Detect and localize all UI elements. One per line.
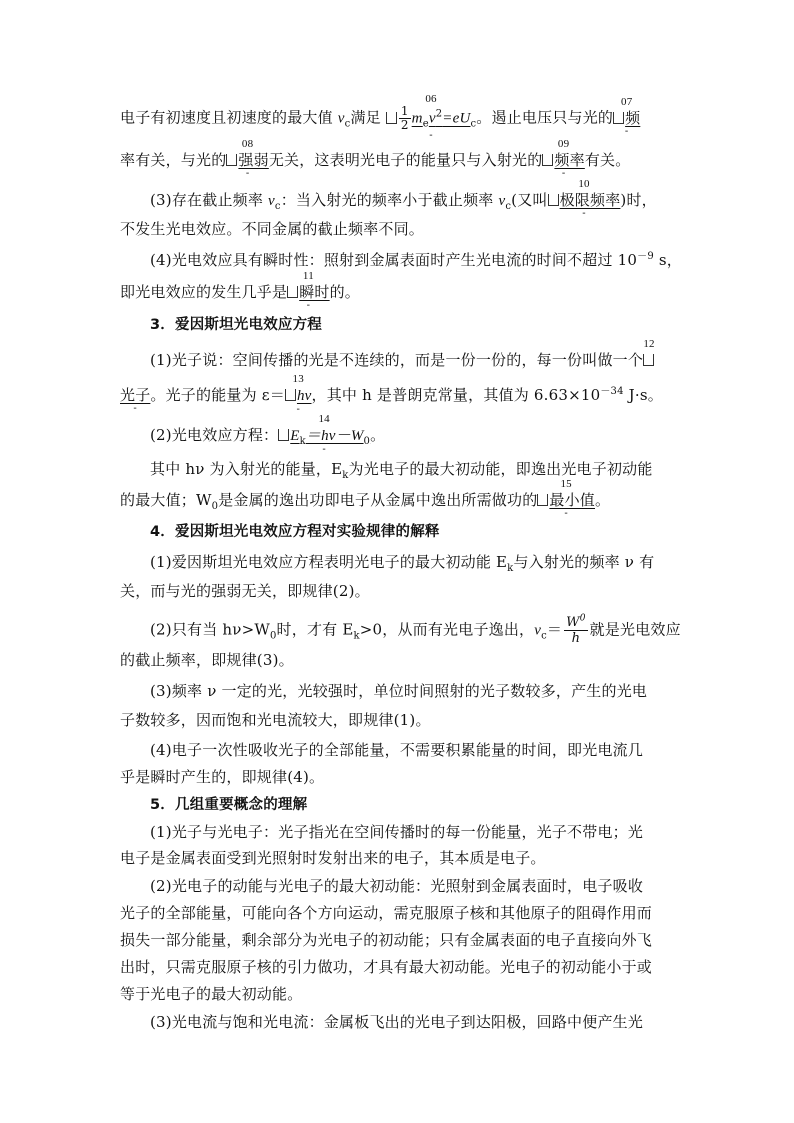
- blank-10: 10 极限频率 -: [548, 190, 621, 210]
- line-5: (4)光电效应具有瞬时性：照射到金属表面时产生光电流的时间不超过 $10^{-9}$ s，: [150, 251, 682, 269]
- heading-4: 4．爱因斯坦光电效应方程对实验规律的解释: [150, 524, 440, 540]
- line-25: 出时，只需克服原子核的引力做功，才具有最大初动能。光电子的初动能小于或: [120, 958, 653, 976]
- answer-mark-icon: [643, 354, 654, 366]
- line-10: 其中 hν 为入射光的能量，$E_k$为光电子的最大初动能，即逸出光电子初动能: [150, 460, 653, 481]
- fraction-half: $\frac{1}{2}$: [400, 104, 409, 132]
- fraction-w0-over-h: $\frac{W^0}{h}$: [566, 613, 586, 646]
- line-8: 光子 - 。光子的能量为 ε＝ 13 hν - ，其中 h 是普朗克常量，其值为 $6.63\times 10^{-34}$ J·s。: [120, 373, 663, 415]
- line-11: 的最大值；$W_0$是金属的逸出功即电子从金属中逸出所需做功的 15 最小值 - 。: [120, 478, 611, 519]
- blank-07: 07 频 -: [613, 108, 640, 128]
- blank-14: 14 $E_k=h\nu-W_0$ -: [278, 425, 370, 446]
- blank-11: 11 瞬时 -: [287, 282, 329, 302]
- line-26: 等于光电子的最大初动能。: [120, 985, 303, 1003]
- blank-08: 08 强弱 -: [226, 150, 268, 170]
- line-14: (2)只有当 $h\nu>W_0$时，才有 $E_k>0$，从而有光电子逸出，$\nu_c=$ $\frac{W^0}{h}$ 就是光电效应: [150, 613, 681, 646]
- line-16: (3)频率 ν 一定的光，光较强时，单位时间照射的光子数较多，产生的光电: [150, 682, 648, 700]
- line-3: (3)存在截止频率 $\nu_c$：当入射光的频率小于截止频率 $\nu_c$(又叫 10 极限频率 - )时，: [150, 178, 657, 219]
- blank-12-cont: 光子 -: [120, 386, 151, 414]
- answer-mark-icon: [386, 112, 397, 124]
- line-21: 电子是金属表面受到光照射时发射出来的电子，其本质是电子。: [120, 849, 546, 867]
- line-20: (1)光子与光电子：光子指光在空间传播时的每一份能量，光子不带电；光: [150, 823, 644, 841]
- line-13: 关，而与光的强弱无关，即规律(2)。: [120, 582, 370, 600]
- line-24: 损失一部分能量，剩余部分为光电子的初动能；只有金属表面的电子直接向外飞: [120, 931, 653, 949]
- line-27: (3)光电流与饱和光电流：金属板飞出的光电子到达阳极，回路中便产生光: [150, 1013, 644, 1031]
- blank-15: 15 最小值 -: [537, 490, 595, 510]
- line-9: (2)光电效应方程： 14 $E_k=h\nu-W_0$ - 。: [150, 413, 386, 455]
- line-17: 子数较多，因而饱和光电流较大，即规律(1)。: [120, 711, 431, 729]
- line-19: 乎是瞬时产生的，即规律(4)。: [120, 768, 325, 786]
- line-12: (1)爱因斯坦光电效应方程表明光电子的最大初动能 $E_k$与入射光的频率 ν 有: [150, 553, 655, 574]
- line-22: (2)光电子的动能与光电子的最大初动能：光照射到金属表面时，电子吸收: [150, 877, 644, 895]
- line-1: 电子有初速度且初速度的最大值 $v_c$满足 06 $\frac{1}{2}$ $m_ev^2=eU_c$ - 。遏止电压只与光的 07 频 -: [120, 93, 641, 141]
- line-4: 不发生光电效应。不同金属的截止频率不同。: [120, 220, 425, 238]
- line-23: 光子的全部能量，可能向各个方向运动，需克服原子核和其他原子的阻碍作用而: [120, 904, 653, 922]
- blank-06: 06 $\frac{1}{2}$ $m_ev^2=eU_c$ -: [386, 105, 476, 132]
- heading-3: 3．爱因斯坦光电效应方程: [150, 317, 322, 333]
- blank-13: 13 hν -: [285, 385, 312, 406]
- blank-09: 09 频率 -: [542, 150, 584, 170]
- line-7: (1)光子说：空间传播的光是不连续的，而是一份一份的，每一份叫做一个 12: [150, 338, 655, 369]
- heading-5: 5．几组重要概念的理解: [150, 797, 308, 813]
- line-2: 率有关，与光的 08 强弱 - 无关，这表明光电子的能量只与入射光的 09 频率 - 有关。: [120, 138, 631, 179]
- line-18: (4)电子一次性吸收光子的全部能量，不需要积累能量的时间，即光电流几: [150, 741, 644, 759]
- line-6: 即光电效应的发生几乎是 11 瞬时 - 的。: [120, 270, 361, 311]
- blank-12: 12: [643, 350, 655, 370]
- line-15: 的截止频率，即规律(3)。: [120, 651, 294, 669]
